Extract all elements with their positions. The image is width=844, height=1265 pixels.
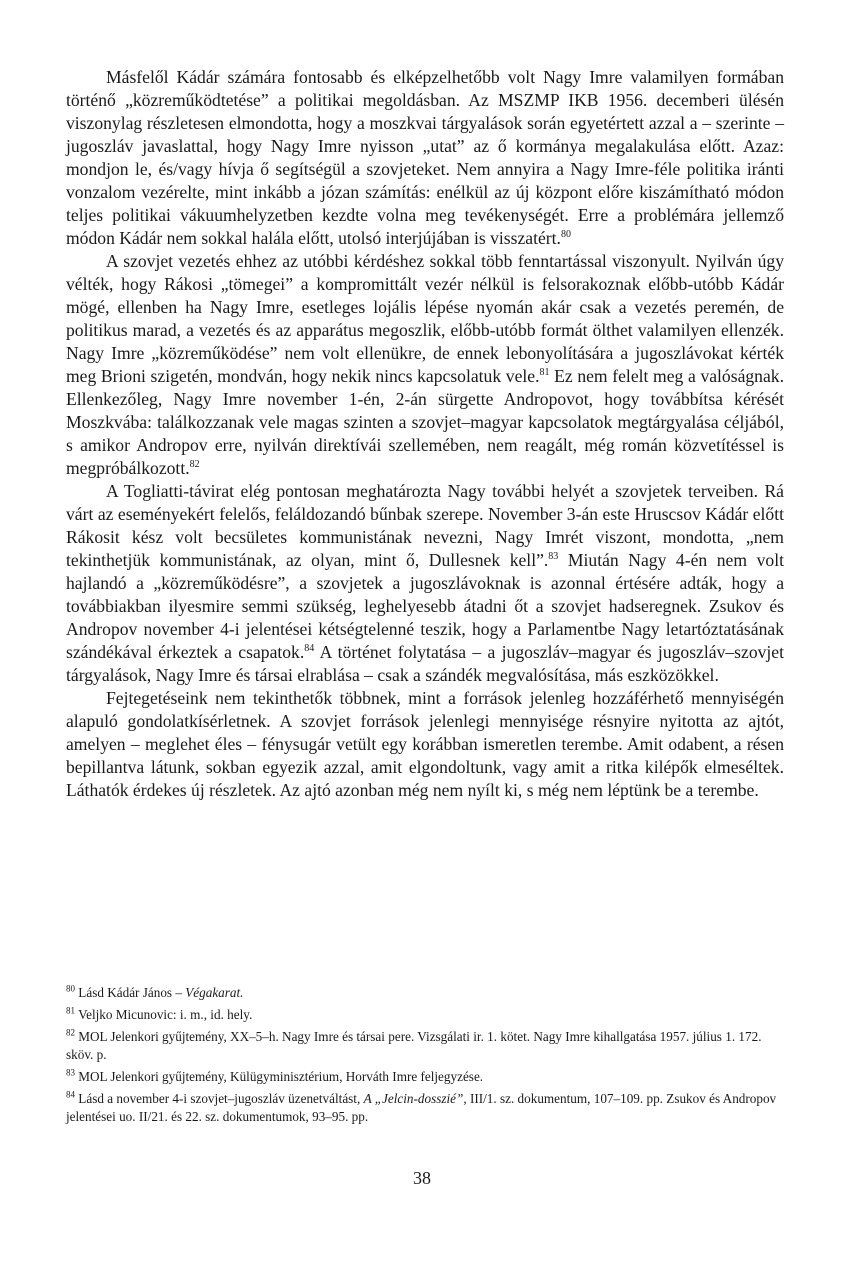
footnotes: [66, 984, 784, 1130]
page-number: 38: [413, 1168, 431, 1188]
footnote-84: [66, 1090, 784, 1126]
footnote-text: , III/1. sz. dokumentum, 107–109. pp. Zsukov és Andropov jelentései uo. II/21. és 22. sz. dokumentumok, 93–95. pp.: [66, 1091, 777, 1124]
footnote-number: 82: [66, 1027, 75, 1038]
footnote-title: A „Jelcin-dosszié”: [363, 1091, 464, 1106]
footnote-number: 84: [66, 1089, 75, 1100]
footnote-80: [66, 984, 784, 1002]
footnote-title: Végakarat.: [185, 985, 244, 1000]
footnote-number: 80: [66, 983, 75, 994]
paragraph-text: A történet folytatása – a jugoszláv–magyar és jugoszláv–szovjet tárgyalások, Nagy Imre és társai elrablása – csak a szándék megvalósítása, más eszközökkel.: [66, 642, 784, 685]
footnote-ref: 83: [548, 551, 559, 563]
paragraph-1: [66, 66, 784, 250]
footnote-number: 81: [66, 1005, 75, 1016]
footnote-text: Lásd Kádár János –: [78, 985, 186, 1000]
paragraph-text: Miután Nagy 4-én nem volt hajlandó a „közreműködésre”, a szovjetek a jugoszlávoknak is azonnal értésére adták, hogy a továbbiakban ilyesmire semmi szükség, leghelyesebb átadni őt a szovjet hadseregnek. Zsukov és Andropov november 4-i jelentései kétségtelenné teszik, hogy a Parlamentbe Nagy letartóztatásának szándékával érkeztek a csapatok.: [66, 550, 784, 662]
footnote-text: MOL Jelenkori gyűjtemény, Külügyminisztérium, Horváth Imre feljegyzése.: [78, 1069, 484, 1084]
footnote-text: Lásd a november 4-i szovjet–jugoszláv üzenetváltást,: [78, 1091, 364, 1106]
footnote-text: Veljko Micunovic: i. m., id. hely.: [78, 1007, 253, 1022]
paragraph-text: Másfelől Kádár számára fontosabb és elképzelhetőbb volt Nagy Imre valamilyen formában történő „közreműködtetése” a politikai megoldásban. Az MSZMP IKB 1956. decemberi ülésén viszonylag részletesen elmondotta, hogy a moszkvai tárgyalások során egyetértett azzal a – szerinte – jugoszláv javaslattal, hogy Nagy Imre nyisson „utat” az ő kormánya megalakulása előtt. Azaz: mondjon le, és/vagy hívja ő segítségül a szovjeteket. Nem annyira a Nagy Imre-féle politika iránti vonzalom vezérelte, mint inkább a józan számítás: enélkül az új központ előre kiszámítható módon teljes politikai vákuumhelyzetben kezdte volna meg tevékenységét. Erre a problémára jellemző módon Kádár nem sokkal halála előtt, utolsó interjújában is visszatért.: [66, 67, 784, 248]
footnote-ref: 80: [560, 229, 571, 241]
paragraph-text: Ez nem felelt meg a valóságnak. Ellenkezőleg, Nagy Imre november 1-én, 2-án sürgette Andropovot, hogy továbbítsa kérését Moszkvába: találkozzanak vele magas szinten a szovjet–magyar kapcsolatok megtárgyalása céljából, s amikor Andropov erre, nyilván direktívái szellemében, nem reagált, még román közvetítéssel is megpróbálkozott.: [66, 366, 784, 478]
footnote-81: [66, 1006, 784, 1024]
paragraph-3: [66, 480, 784, 687]
paragraph-text: Fejtegetéseink nem tekinthetők többnek, mint a források jelenleg hozzáférhető mennyiségén alapuló gondolatkísérletnek. A szovjet források jelenlegi mennyisége résnyire nyitotta az ajtót, amelyen – meglehet éles – fénysugár vetült egy korábban ismeretlen terembe. Amit odabent, a résen bepillantva látunk, sokban egyezik azzal, amit elgondoltunk, vagy amit a ritka kilépők elmeséltek. Láthatók érdekes új részletek. Az ajtó azonban még nem nyílt ki, s még nem léptünk be a terembe.: [66, 688, 784, 800]
paragraph-2: [66, 250, 784, 480]
paragraph-text: A szovjet vezetés ehhez az utóbbi kérdéshez sokkal több fenntartással viszonyult. Nyilván úgy vélték, hogy Rákosi „tömegei” a kompromittált vezér nélkül is felsorakoznak előbb-utóbb Kádár mögé, ellenben ha Nagy Imre, esetleges lojális lépése nyomán akár csak a vezetés peremén, de politikus marad, a vezetés és az apparátus megoszlik, előbb-utóbb formát ölthet valamilyen ellenzék. Nagy Imre „közreműködése” nem volt ellenükre, de ennek lebonyolítására a jugoszlávokat kérték meg Brioni szigetén, mondván, hogy nekik nincs kapcsolatuk vele.: [66, 251, 784, 386]
paragraph-4: [66, 687, 784, 802]
main-text: [66, 66, 784, 802]
footnote-82: [66, 1028, 784, 1064]
footnote-text: MOL Jelenkori gyűjtemény, XX–5–h. Nagy Imre és társai pere. Vizsgálati ir. 1. kötet. Nagy Imre kihallgatása 1957. július 1. 172. sköv. p.: [66, 1029, 762, 1062]
footnote-ref: 82: [189, 459, 200, 471]
footnote-83: [66, 1068, 784, 1086]
footnote-ref: 81: [539, 367, 550, 379]
footnote-number: 83: [66, 1067, 75, 1078]
footnote-ref: 84: [304, 643, 315, 655]
paragraph-text: A Togliatti-távirat elég pontosan meghatározta Nagy további helyét a szovjetek terveiben. Rá várt az eseményekért felelős, feláldozandó bűnbak szerepe. November 3-án este Hruscsov Kádár előtt Rákosit kész volt becsületes kommunistának nevezni, Nagy Imrét viszont, mondotta, „nem tekinthetjük kommunistának, az olyan, mint ő, Dullesnek kell”.: [66, 481, 784, 570]
